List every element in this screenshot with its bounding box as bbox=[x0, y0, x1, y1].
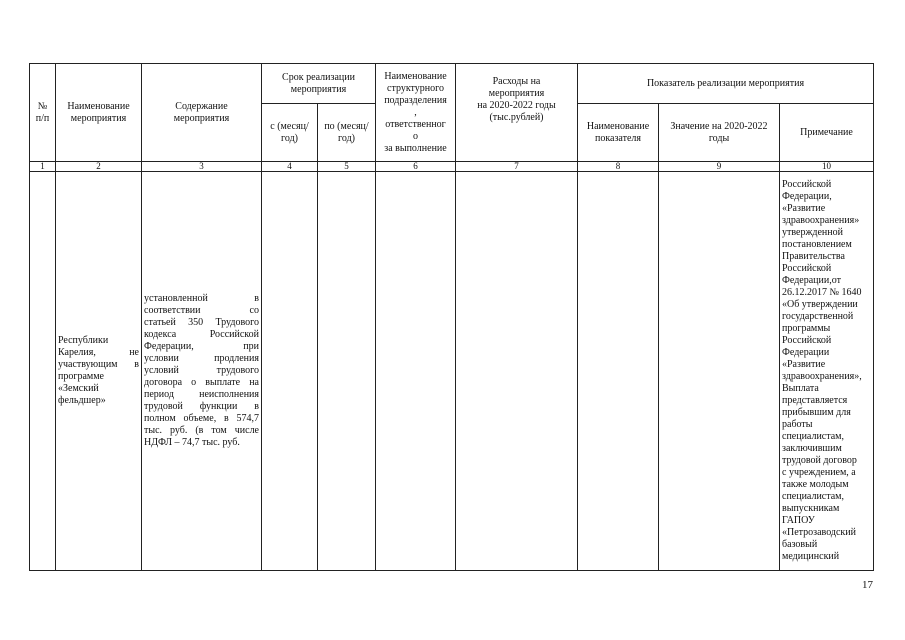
text-line: установленной в bbox=[144, 293, 259, 304]
column-number: 1 bbox=[30, 162, 56, 172]
activities-table bbox=[29, 63, 874, 571]
text-line: участвующим в bbox=[58, 359, 139, 370]
page-number: 17 bbox=[862, 579, 873, 591]
header-responsible-unit: Наименование структурного подразделения , ответственног о за выполнение bbox=[376, 64, 456, 162]
text-line: Республики bbox=[58, 335, 109, 346]
cell-number bbox=[30, 172, 56, 571]
text-line: соответствии со bbox=[144, 305, 259, 316]
header-implementation-period: Срок реализации мероприятия bbox=[262, 64, 376, 104]
cell-to-date bbox=[318, 172, 376, 571]
cell-activity-name bbox=[56, 172, 142, 571]
text-line: фельдшер» bbox=[58, 395, 106, 406]
column-number: 9 bbox=[659, 162, 780, 172]
cell-activity-content bbox=[142, 172, 262, 571]
cell-expenses bbox=[456, 172, 578, 571]
cell-note: Российской Федерации, «Развитие здравоохранения» утвержденной постановлением Правительства Российской Федерации,от 26.12.2017 № 1640 «Об утверждении государственной программы Российской Федерации «Развитие здравоохранения», Выплата представляется прибывшим для работы специалистам, заключившим трудовой договор с учреждением, а также молодым специалистам, выпускникам ГАПОУ «Петрозаводский базовый медицинский bbox=[780, 172, 874, 571]
column-number: 8 bbox=[578, 162, 659, 172]
text-line: период неисполнения bbox=[144, 389, 259, 400]
header-indicator-value: Значение на 2020-2022 годы bbox=[659, 104, 780, 162]
cell-indicator-name bbox=[578, 172, 659, 571]
header-to-date: по (месяц/ год) bbox=[318, 104, 376, 162]
header-expenses: Расходы на мероприятия на 2020-2022 годы (тыс.рублей) bbox=[456, 64, 578, 162]
text-line: кодекса Российской bbox=[144, 329, 259, 340]
column-number: 7 bbox=[456, 162, 578, 172]
text-line: договора о выплате на bbox=[144, 377, 259, 388]
text-line: программе bbox=[58, 371, 104, 382]
column-number: 10 bbox=[780, 162, 874, 172]
cell-responsible-unit bbox=[376, 172, 456, 571]
header-number: № п/п bbox=[30, 64, 56, 162]
column-number: 5 bbox=[318, 162, 376, 172]
header-activity-content: Содержание мероприятия bbox=[142, 64, 262, 162]
column-number: 2 bbox=[56, 162, 142, 172]
text-line: статьей 350 Трудового bbox=[144, 317, 259, 328]
header-indicator-name: Наименование показателя bbox=[578, 104, 659, 162]
text-line: условии продления bbox=[144, 353, 259, 364]
text-line: Карелия, не bbox=[58, 347, 139, 358]
text-line: трудовой функции в bbox=[144, 401, 259, 412]
column-number: 4 bbox=[262, 162, 318, 172]
column-number: 3 bbox=[142, 162, 262, 172]
header-from-date: с (месяц/ год) bbox=[262, 104, 318, 162]
cell-from-date bbox=[262, 172, 318, 571]
header-note: Примечание bbox=[780, 104, 874, 162]
text-line: тыс. руб. (в том числе bbox=[144, 425, 259, 436]
text-line: Федерации, при bbox=[144, 341, 259, 352]
text-line: полном объеме, в 574,7 bbox=[144, 413, 259, 424]
text-line: НДФЛ – 74,7 тыс. руб. bbox=[144, 437, 240, 448]
header-activity-name: Наименование мероприятия bbox=[56, 64, 142, 162]
cell-indicator-value bbox=[659, 172, 780, 571]
text-line: «Земский bbox=[58, 383, 99, 394]
header-indicator: Показатель реализации мероприятия bbox=[578, 64, 874, 104]
text-line: условий трудового bbox=[144, 365, 259, 376]
column-number: 6 bbox=[376, 162, 456, 172]
